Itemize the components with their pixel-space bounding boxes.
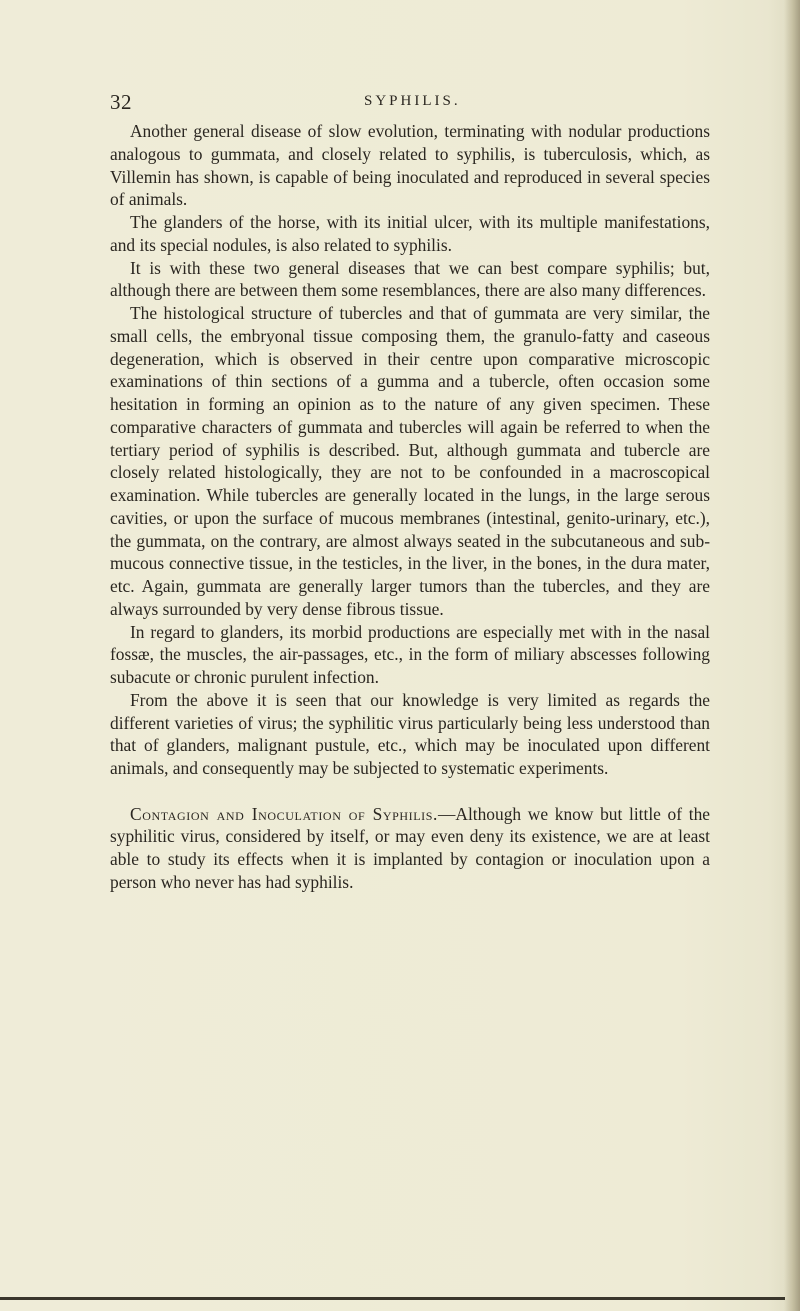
running-head: SYPHILIS. [364,93,461,109]
section-contagion [110,803,710,894]
paragraph-tuberculosis: Another general disease of slow evolution, terminating with nodular productions analogous to gummata, and closely related to syphilis, is tuberculosis, which, as Villemin has shown, is capable of being inoculated and reproduced in several species of animals. [110,121,710,210]
page-header [0,86,800,116]
page-number: 32 [110,90,132,114]
section-heading: Contagion and Inoculation of Syphilis. [130,803,438,824]
paragraph-histology: The histological structure of tubercles and that of gummata are very similar, the small cells, the embryonal tissue composing them, the granulo-fatty and caseous degeneration, which is observed in their centre upon comparative microscopic examinations of thin sections of a gumma and a tubercle, often occasion some hesitation in forming an opinion as to the nature of any given specimen. These comparative characters of gummata and tubercles will again be referred to when the tertiary period of syphilis is described. But, although gummata and tubercle are closely related histologically, they are not to be confounded in a macroscopical examination. While tubercles are generally located in the lungs, in the large serous cavities, or upon the surface of mucous membranes (intestinal, genito-urinary, etc.), the gummata, on the contrary, are almost always seated in the subcutaneous and sub-mucous connective tissue, in the testicles, in the liver, in the bones, in the dura mater, etc. Again, gummata are generally larger tumors than the tubercles, and they are always surrounded by very dense fibrous tissue. [110,303,710,619]
body-text [110,120,710,894]
paragraph-glanders: The glanders of the horse, with its initial ulcer, with its multiple manifestations, and its special nodules, is also related to syphilis. [110,212,710,255]
section-body: —Although we know but little of the syphilitic virus, considered by itself, or may even deny its existence, we are at least able to study its effects when it is implanted by contagion or inoculation upon a person who never has had syphilis. [110,803,710,892]
paragraph-comparison: It is with these two general diseases that we can best compare syphilis; but, although there are between them some resemblances, there are also many differences. [110,257,710,301]
page-edge-shadow [784,0,800,1311]
paragraph-glanders-lesions: In regard to glanders, its morbid productions are especially met with in the nasal fossæ, the muscles, the air-passages, etc., in the form of miliary abscesses following subacute or chronic purulent infection. [110,621,710,687]
paragraph-knowledge: From the above it is seen that our knowledge is very limited as regards the different varieties of virus; the syphilitic virus particularly being less understood than that of glanders, malignant pustule, etc., which may be inoculated upon different animals, and consequently may be subjected to systematic experiments. [110,689,710,778]
bottom-rule [0,1297,785,1300]
